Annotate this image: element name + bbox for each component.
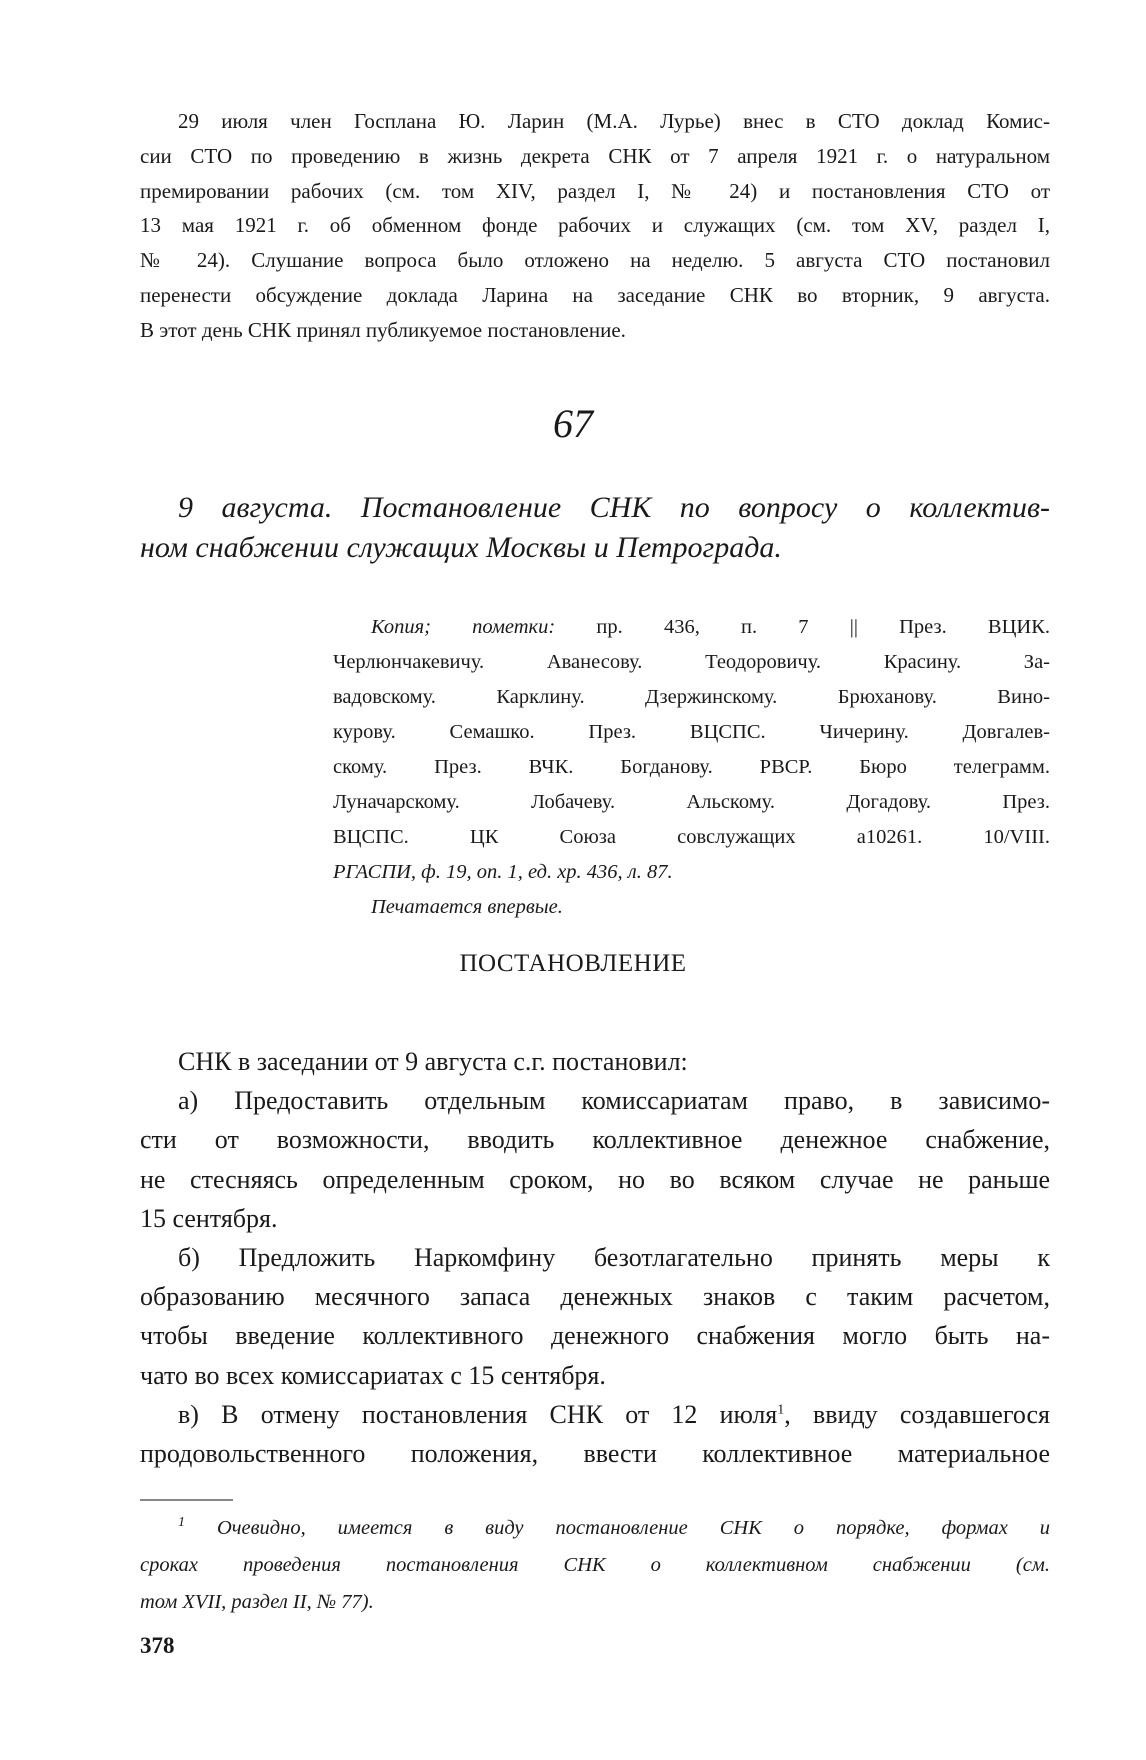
source-line: Черлюнчакевичу. Аванесову. Теодоровичу. Красину. За- — [333, 651, 1050, 673]
body-line: продовольственного положения, ввести коллективное материальное — [140, 1439, 1050, 1469]
footnote-text: Очевидно, имеется в виду постановление СНК о порядке, формах и — [216, 1517, 1051, 1539]
text-line: перенести обсуждение доклада Ларина на заседание СНК во вторник, 9 августа. — [140, 282, 1050, 307]
source-marks: пр. 436, п. 7 || През. ВЦИК. — [555, 616, 1051, 638]
source-line: Луначарскому. Лобачеву. Альскому. Догадову. През. — [333, 791, 1050, 813]
text-line: 29 июля член Госплана Ю. Ларин (М.А. Лурье) внес в СТО доклад Комис- — [178, 109, 1050, 133]
heading-line: 9 августа. Постановление СНК по вопросу о коллектив- — [178, 491, 1050, 524]
resolution-body — [140, 1042, 1050, 1473]
footnote-divider — [140, 1499, 233, 1501]
publication-text: Печатается впервые. — [371, 896, 563, 918]
body-line: б) Предложить Наркомфину безотлагательно принять меры к — [178, 1243, 1050, 1273]
footnote-ref[interactable]: 1 — [777, 1402, 785, 1418]
footnote-line: сроках проведения постановления СНК о коллективном снабжении (см. — [140, 1554, 1050, 1576]
body-text: , ввиду создавшегося — [784, 1399, 1050, 1429]
page-number: 378 — [140, 1633, 175, 1658]
footnote-marker: 1 — [178, 1515, 185, 1531]
source-line: вадовскому. Карклину. Дзержинскому. Брюханову. Вино- — [333, 686, 1050, 708]
footnote-line — [140, 1510, 1050, 1547]
text-line: сии СТО по проведению в жизнь декрета СНК от 7 апреля 1921 г. о натуральном — [140, 143, 1050, 168]
publication-note — [333, 890, 1050, 925]
document-number: 67 — [553, 401, 593, 446]
footnote — [140, 1510, 1050, 1621]
footnote-line: том XVII, раздел II, № 77). — [140, 1591, 374, 1613]
archive-reference — [333, 855, 1050, 890]
body-line: сти от возможности, вводить коллективное денежное снабжение, — [140, 1125, 1050, 1155]
document-heading — [140, 488, 1050, 568]
body-line: чтобы введение коллективного денежного снабжения могло быть на- — [140, 1321, 1050, 1351]
source-note — [333, 610, 1050, 925]
text-line: № 24). Слушание вопроса было отложено на неделю. 5 августа СТО постановил — [140, 248, 1050, 273]
body-line — [140, 1395, 1050, 1434]
body-text: в) В отмену постановления СНК от 12 июля — [178, 1399, 778, 1429]
source-line — [333, 610, 1050, 645]
body-line: образованию месячного запаса денежных знаков с таким расчетом, — [140, 1282, 1050, 1312]
resolution-title: ПОСТАНОВЛЕНИЕ — [459, 950, 687, 977]
body-line: чато во всех комиссариатах с 15 сентября. — [140, 1360, 606, 1390]
text-line: В этот день СНК принял публикуемое постановление. — [140, 317, 626, 342]
archive-text: РГАСПИ, ф. 19, оп. 1, ед. хр. 436, л. 87. — [333, 861, 673, 883]
body-line: СНК в заседании от 9 августа с.г. постановил: — [178, 1047, 688, 1076]
body-line: не стесняясь определенным сроком, но во всяком случае не раньше — [140, 1164, 1050, 1194]
source-line: курову. Семашко. През. ВЦСПС. Чичерину. Довгалев- — [333, 721, 1050, 743]
heading-line: ном снабжении служащих Москвы и Петрограда. — [140, 531, 782, 564]
text-line: премировании рабочих (см. том XIV, раздел I, № 24) и постановления СТО от — [140, 178, 1050, 203]
source-line: ВЦСПС. ЦК Союза совслужащих а10261. 10/VIII. — [333, 826, 1050, 848]
source-label: Копия; пометки: — [371, 616, 556, 638]
body-line: 15 сентября. — [140, 1203, 278, 1233]
body-line: а) Предоставить отдельным комиссариатам право, в зависимо- — [178, 1086, 1050, 1116]
source-line: скому. През. ВЧК. Богданову. РВСР. Бюро телеграмм. — [333, 756, 1050, 778]
text-line: 13 мая 1921 г. об обменном фонде рабочих и служащих (см. том XV, раздел I, — [140, 213, 1050, 238]
intro-paragraph — [140, 104, 1050, 348]
